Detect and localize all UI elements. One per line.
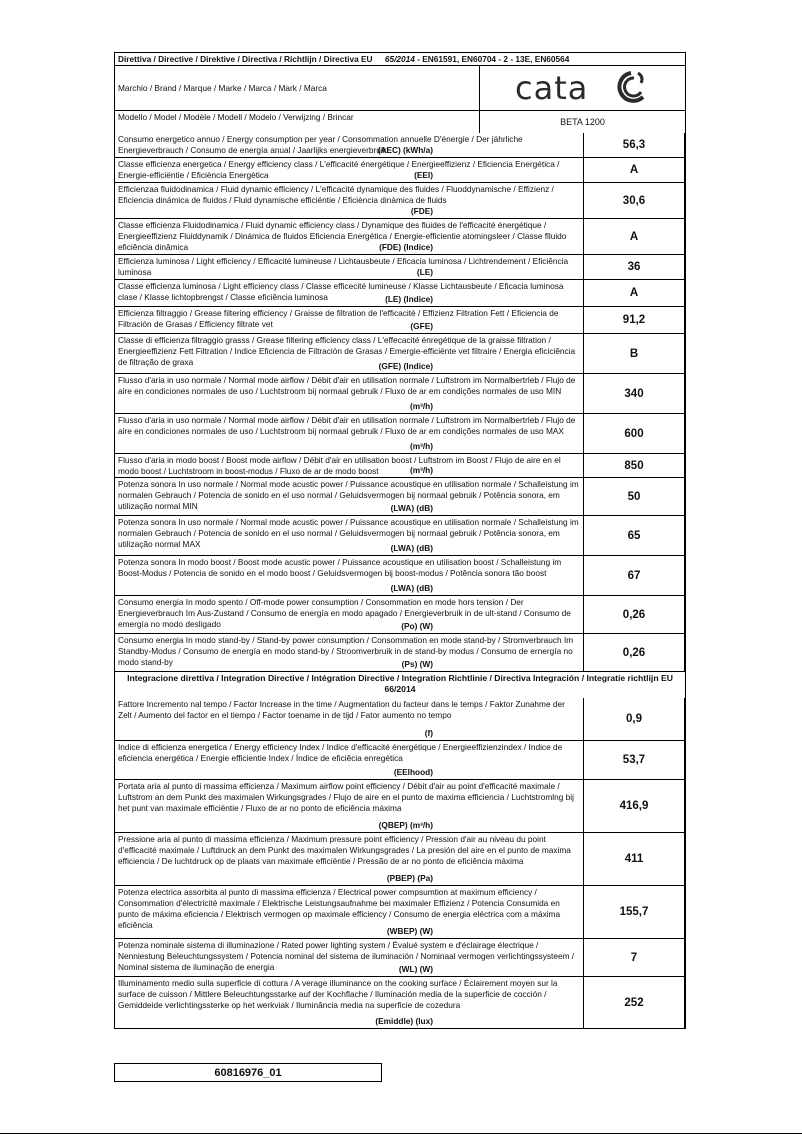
spec-unit: (f): [424, 728, 433, 738]
spec-unit: (LE): [416, 267, 433, 277]
spec-value: 416,9: [583, 780, 685, 832]
spec-value: 155,7: [583, 886, 685, 938]
spec-row: [115, 515, 685, 555]
spec-description: Potenza sonora In modo boost / Boost mode acustic power / Puissance acoustique en utilisation boost / Schalleistung im Boost-Modus / Potencia de sonido en el modo boost / Geluidsvermogen bij boost-modus / Potência sonora tão boost: [118, 557, 562, 578]
spec-unit: (LWA) (dB): [390, 583, 433, 593]
spec-unit: (m³/h): [409, 465, 433, 475]
model-row: [115, 110, 685, 133]
spec-description: Consumo energetico annuo / Energy consumption per year / Consommation annuelle D'énergie / Der jährliche Energieverbrauch / Consumo de energía anual / Jaarlijks energieverbruik: [118, 134, 523, 155]
spec-value: 56,3: [583, 133, 685, 157]
spec-unit: (LWA) (dB): [390, 503, 433, 513]
spec-row: [115, 740, 685, 779]
spec-row: [115, 832, 685, 885]
regulation-number: 65/2014: [384, 54, 415, 64]
spec-description: Potenza sonora In uso normale / Normal mode acustic power / Puissance acoustique en utilisation normale / Schalleistung im normalen Gebrauch / Potencia de sonido en el uso normal / Geluidsvermogen bij normaal gebruik / Potência sonora, em utilização normal MIN: [118, 479, 579, 511]
spec-row: [115, 477, 685, 515]
spec-row: [115, 976, 685, 1028]
spec-unit: (AEC) (kWh/a): [377, 145, 433, 155]
spec-description: Flusso d'aria in modo boost / Boost mode airflow / Débit d'air en utilisation boost / Luftstrom im Boost / Flujo de aire en el modo boost / Luchtstroom in boost-modus / Fluxo de ar de modo boost: [118, 455, 561, 476]
spec-unit: (LE) (Indice): [385, 294, 433, 304]
page-bottom-line: [0, 1133, 802, 1134]
directive-label: Direttiva / Directive / Direktive / Directiva / Richtlijn / Directiva EU: [118, 54, 373, 64]
spec-description: Fattore Incremento nal tempo / Factor Increase in the time / Augmentation du facteur dans le temps / Faktor Zunahme der Zelt / Aumento del factor en el tiempo / Factor toename in de tijd / Fator aumento no tempo: [118, 699, 565, 720]
spec-description: Classe efficienza energetica / Energy efficiency class / L'efficacité énergétique / Energieeffizienz / Eficiencia Energética / Energie-efficiëntie / Eficiència Energètica: [118, 159, 560, 180]
spec-description: Indice di efficienza energetica / Energy efficiency Index / Indice d'efficacité énergétique / Energieeffizienzindex / Indice de eficiencia energética / Energie efficientie Index / Índice de eficiêcia enregética: [118, 742, 563, 763]
spec-unit: (EEI): [414, 170, 433, 180]
model-value: BETA 1200: [479, 111, 685, 133]
spec-unit: (LWA) (dB): [390, 543, 433, 553]
spec-description: Classe efficienza luminosa / Light efficiency class / Classe efficecité lumineuse / Klasse Lichtausbeute / Eficacia luminosa clase / Klasse lichtopbrengst / Classe eficiência luminosa: [118, 281, 564, 302]
spec-value: 0,26: [583, 596, 685, 633]
spec-unit: (FDE): [410, 206, 433, 216]
spec-row: [115, 306, 685, 333]
spec-description: Flusso d'aria in uso normale / Normal mode airflow / Débit d'air en utilisation normale / Luftstrom im Normalbertrleb / Flujo de aire en condiciones normales de uso / Luchtstroom bij normaal gebruik / Fluxo de ar em condições normales de uso MAX: [118, 415, 576, 436]
spec-description: Illuminamento medio sulla superficie di cottura / A verage illuminance on the cooking surface / Éclairement moyen sur la surface de cuisson / Mittlere Beleuchtungsstarke auf der Kochflache / Iluminación media de la superficie de cocción / Gemiddeide verlichtingssterke op het werkviak / Iluminância media na superficie de cozedura: [118, 978, 558, 1010]
spec-description: Classe di efficienza filtraggio grasss / Grease filtering efficiency class / L'effecacité énregétique de la graisse filtration / Energieeffizienz Fett Filtration / Indice Eficiencia de Filtración de Grasas / Emergie-efficiënte vet filtraire / Energia eficiciência de filtração de graxa: [118, 335, 576, 367]
spec-value: 50: [583, 478, 685, 515]
integration-section-title: Integracione direttiva / Integration Directive / Intégration Directive / Integration Richtlinie / Directiva Integración / Integratie richtlijn EU 66/2014: [127, 673, 673, 694]
spec-description: Portata aria al punto di massima efficienza / Maximum airflow point efficiency / Débit d'air au point d'efficacité maximale / Luftstrom an dem Punkt des maximalen Wirkungsgrades / Flujo de aire en el punto de maxima efficiencia / Luchtstromlng bij het punt van maximale efficiëntie / Fluxo de ar no ponto de eficiência máxima: [118, 781, 574, 813]
spec-value: A: [583, 280, 685, 306]
spec-row: [115, 633, 685, 671]
spec-row: [115, 218, 685, 254]
spec-description: Flusso d'aria in uso normale / Normal mode airflow / Débit d'air en utilisation normale / Luftstrom im Normalbertrleb / Flujo de aire en condiciones normales de uso / Luchtstroom bij normaal gebruik / Fluxo de ar em condições normales de uso MIN: [118, 375, 576, 396]
spec-description: Efficienzaa fluidodinamica / Fluid dynamic efficiency / L'efficacité dynamique des fluides / Fluoddynamische / Effizienz / Eficiencia dinámica de fluidos / Fluid dynamische efficiëntie / Eficiència dinàmica de fluids: [118, 184, 554, 205]
spec-value: A: [583, 219, 685, 254]
spec-unit: (QBEP) (m³/h): [378, 820, 433, 830]
spec-description: Pressione aria al punto di massima efficienza / Maximum pressure point efficiency / Pression d'air au niveau du point d'efficacité maximale / Luftdruck an dem Punkt des maximalen Wirkungsgrades / La presión del aire en el punto de maxima efficiencia / De luchtdruck op de plaats van maximale efficiëntie / Pressão de ar no ponto de eficiência máxima: [118, 834, 571, 866]
standards-list: - EN61591, EN60704 - 2 - 13E, EN60564: [417, 54, 570, 64]
spec-row: [115, 333, 685, 373]
spec-value: 7: [583, 939, 685, 976]
spec-description: Efficienza luminosa / Light efficiency / Efficacité lumineuse / Lichtausbeute / Eficacia luminosa / Lichtrendement / Eficiência luminosa: [118, 256, 569, 277]
model-label: Modello / Model / Modèle / Modell / Modelo / Verwijzing / Brincar: [118, 112, 354, 122]
spec-value: B: [583, 334, 685, 373]
spec-description: Efficienza filtraggio / Grease filtering efficiency / Graisse de filtration de l'efficacité / Effizienz Filtration Fett / Eficiencia de Filtración de Grasas / Efficiency filtrate vet: [118, 308, 559, 329]
spec-unit: (Ps) (W): [401, 659, 433, 669]
spec-value: 36: [583, 255, 685, 279]
spec-value: 411: [583, 833, 685, 885]
spec-value: 30,6: [583, 183, 685, 218]
spec-unit: (WBEP) (W): [386, 926, 433, 936]
spec-row: [115, 885, 685, 938]
spec-unit: (m³/h): [409, 441, 433, 451]
spec-value: 0,26: [583, 634, 685, 671]
spec-row: [115, 555, 685, 595]
spec-row: [115, 279, 685, 306]
document-code-box: [114, 1063, 382, 1082]
spec-value: 65: [583, 516, 685, 555]
data-sheet-table: [114, 52, 686, 1029]
spec-row: [115, 373, 685, 413]
spec-value: 91,2: [583, 307, 685, 333]
directive-header-row: [115, 53, 685, 65]
spec-row: [115, 133, 685, 157]
spec-description: Potenza electrica assorbita al punto di massima efficienza / Electrical power compsumtion at maximum efficiency / Consommation d'électricité maximale / Elektrische Leistungsaufnahme bei maximaler Effizienz / Potencia Consumida en punto de máxima eficiencia / Elektrisch vermogen op maximale efficiency / Consumo de energia eléctrica com a máxima eficiência: [118, 887, 561, 930]
brand-row: [115, 65, 685, 110]
brand-logo-cell: [479, 66, 685, 110]
spec-value: 850: [583, 454, 685, 477]
spec-unit: (EElhood): [393, 767, 433, 777]
spec-description: Potenza sonora In uso normale / Normal mode acustic power / Puissance acoustique en utilisation normale / Schalleistung im normalen Gebrauch / Potencia de sonido en el uso normal / Geluidsvermogen bij normaal gebruik / Potência sonora, em utilização normal MAX: [118, 517, 579, 549]
spec-value: 600: [583, 414, 685, 453]
spec-row: [115, 254, 685, 279]
spec-row: [115, 779, 685, 832]
spec-value: 252: [583, 977, 685, 1028]
document-code: 60816976_01: [214, 1066, 282, 1079]
integration-section-row: [115, 671, 685, 698]
cata-logo: [513, 70, 653, 106]
spec-value: 0,9: [583, 698, 685, 740]
spec-unit: (PBEP) (Pa): [386, 873, 433, 883]
spec-unit: (GFE) (Indice): [378, 361, 433, 371]
brand-label: Marchio / Brand / Marque / Marke / Marca / Mark / Marca: [118, 82, 327, 93]
spec-value: 67: [583, 556, 685, 595]
spec-value: A: [583, 158, 685, 182]
spec-unit: (FDE) (Indice): [379, 242, 433, 252]
spec-row: [115, 595, 685, 633]
spec-value: 340: [583, 374, 685, 413]
spec-unit: (WL) (W): [398, 964, 433, 974]
spec-row: [115, 938, 685, 976]
directive-header: [115, 53, 572, 65]
spec-value: 53,7: [583, 741, 685, 779]
spec-description: Classe efficienza Fluidodinamica / Fluid dynamic efficiency class / Dynamique des fluides de l'efficacité énergétique / Energieeffizienz Fluiddynamik / Dinámica de fluidos Eficiencia Energética / Energie-efficientie atomingsleer / Classe flluido eficiência dinâmica: [118, 220, 567, 252]
spec-row: [115, 182, 685, 218]
spec-description: Potenza nominale sistema di illuminazione / Rated power lighting system / Évalué system e d'éclairage électrique / Nenniestung Beleuchtungssystem / Potencia nominal del sistema de iluminación / Nominaal vermogen verlichtingssysteem / Nominal sistema de iluminação de energia: [118, 940, 575, 972]
spec-description: Consumo energia In modo stand-by / Stand-by power consumption / Consommation en mode stand-by / Stromverbrauch Im Standby-Modus / Consumo de energía en modo stand-by / Stroomverbruik in de stand-by modus / Consumo de ernergía no modo stand-by: [118, 635, 574, 667]
spec-row: [115, 698, 685, 740]
spec-unit: (m³/h): [409, 401, 433, 411]
spec-unit: (Po) (W): [401, 621, 433, 631]
spec-row: [115, 157, 685, 182]
spec-description: Consumo energia In modo spento / Off-mode power consumption / Consommation en mode hors tension / Der Energieverbrauch Im Aus-Zustand / Consumo de energía en modo apagado / Energieverbruik in de ult-stand / Consumo de emergía no modo desligado: [118, 597, 571, 629]
spec-row: [115, 453, 685, 477]
spec-row: [115, 413, 685, 453]
spec-unit: (GFE): [410, 321, 433, 331]
cata-logo-text: cata: [514, 70, 588, 106]
spec-unit: (Emiddle) (lux): [375, 1016, 433, 1026]
